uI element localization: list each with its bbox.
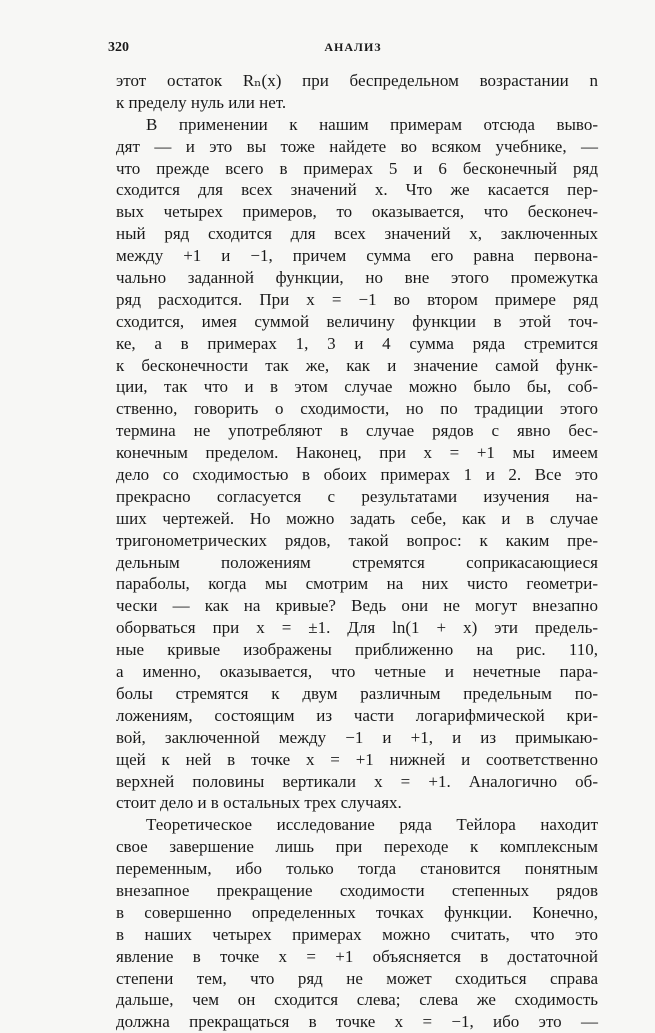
text-line: ке, а в примерах 1, 3 и 4 сумма ряда стремится (116, 333, 598, 353)
text-line: дальше, чем он сходится слева; слева же сходимость (116, 990, 598, 1010)
text-line: стоит дело и в остальных трех случаях. (116, 793, 402, 813)
text-line: дело со сходимостью в обоих примерах 1 и 2. Все это (116, 465, 598, 485)
text-line: В применении к нашим примерам отсюда выво- (146, 114, 598, 134)
text-line: ственно, говорить о сходимости, но по традиции этого (116, 399, 598, 419)
text-line: переменным, ибо только тогда становится понятным (116, 859, 598, 879)
text-line: между +1 и −1, причем сумма его равна первона- (116, 246, 598, 266)
running-head: АНАЛИЗ (324, 40, 382, 54)
text-line: ложениям, состоящим из части логарифмической кри- (116, 705, 598, 725)
text-line: дельным положениям стремятся соприкасающиеся (116, 552, 598, 572)
text-line: к бесконечности так же, как и значение самой функ- (116, 355, 598, 375)
text-line: сходится, имея суммой величину функции в этой точ- (116, 311, 598, 331)
text-line: что прежде всего в примерах 5 и 6 бесконечный ряд (116, 158, 598, 178)
body-text (116, 70, 598, 1033)
text-line: параболы, когда мы смотрим на них чисто геометри- (116, 574, 598, 594)
text-line: сходится для всех значений x. Что же касается пер- (116, 180, 598, 200)
text-line: явление в точке x = +1 объясняется в достаточной (116, 946, 598, 966)
page-number: 320 (108, 40, 129, 55)
text-line: в наших четырех примерах можно считать, что это (116, 924, 598, 944)
text-line: ших чертежей. Но можно задать себе, как и в случае (116, 508, 598, 528)
text-line: конечным пределом. Наконец, при x = +1 мы имеем (116, 443, 598, 463)
text-line: к пределу нуль или нет. (116, 92, 287, 112)
text-line: прекрасно согласуется с результатами изучения на- (116, 486, 598, 506)
paragraph (116, 814, 598, 1033)
page-header (108, 40, 598, 60)
text-line: в совершенно определенных точках функции. Конечно, (116, 902, 598, 922)
text-line: должна прекращаться в точке x = −1, ибо это — (116, 1012, 598, 1032)
text-line: дят — и это вы тоже найдете во всяком учебнике, — (116, 136, 598, 156)
text-line: тригонометрических рядов, такой вопрос: к каким пре- (116, 530, 598, 550)
text-line: ный ряд сходится для всех значений x, заключенных (116, 224, 598, 244)
text-line: этот остаток Rₙ(x) при беспредельном возрастании n (116, 71, 598, 90)
text-line: степени тем, что ряд не может сходиться справа (116, 968, 598, 988)
text-line: ряд расходится. При x = −1 во втором примере ряд (116, 289, 598, 309)
text-line: вых четырех примеров, то оказывается, что бесконеч- (116, 202, 598, 222)
text-line: Теоретическое исследование ряда Тейлора находит (146, 815, 598, 835)
text-line: чально заданной функции, но вне этого промежутка (116, 268, 598, 288)
text-line: оборваться при x = ±1. Для ln(1 + x) эти предель- (116, 618, 598, 638)
text-line: чески — как на кривые? Ведь они не могут внезапно (116, 596, 598, 616)
text-line: болы стремятся к двум различным предельным по- (116, 683, 598, 703)
text-line: щей к ней в точке x = +1 нижней и соответственно (116, 749, 598, 769)
text-line: свое завершение лишь при переходе к комплексным (116, 837, 598, 857)
paragraph (116, 70, 598, 114)
text-line: верхней половины вертикали x = +1. Аналогично об- (116, 771, 598, 791)
text-line: а именно, оказывается, что четные и нечетные пара- (116, 662, 598, 682)
text-line: ции, так что и в этом случае можно было бы, соб- (116, 377, 598, 397)
text-line: ные кривые изображены приближенно на рис. 110, (116, 640, 598, 660)
paragraph (116, 114, 598, 815)
text-line: внезапное прекращение сходимости степенных рядов (116, 880, 598, 900)
text-line: вой, заключенной между −1 и +1, и из примыкаю- (116, 727, 598, 747)
text-line: термина не употребляют в случае рядов с явно бес- (116, 421, 598, 441)
